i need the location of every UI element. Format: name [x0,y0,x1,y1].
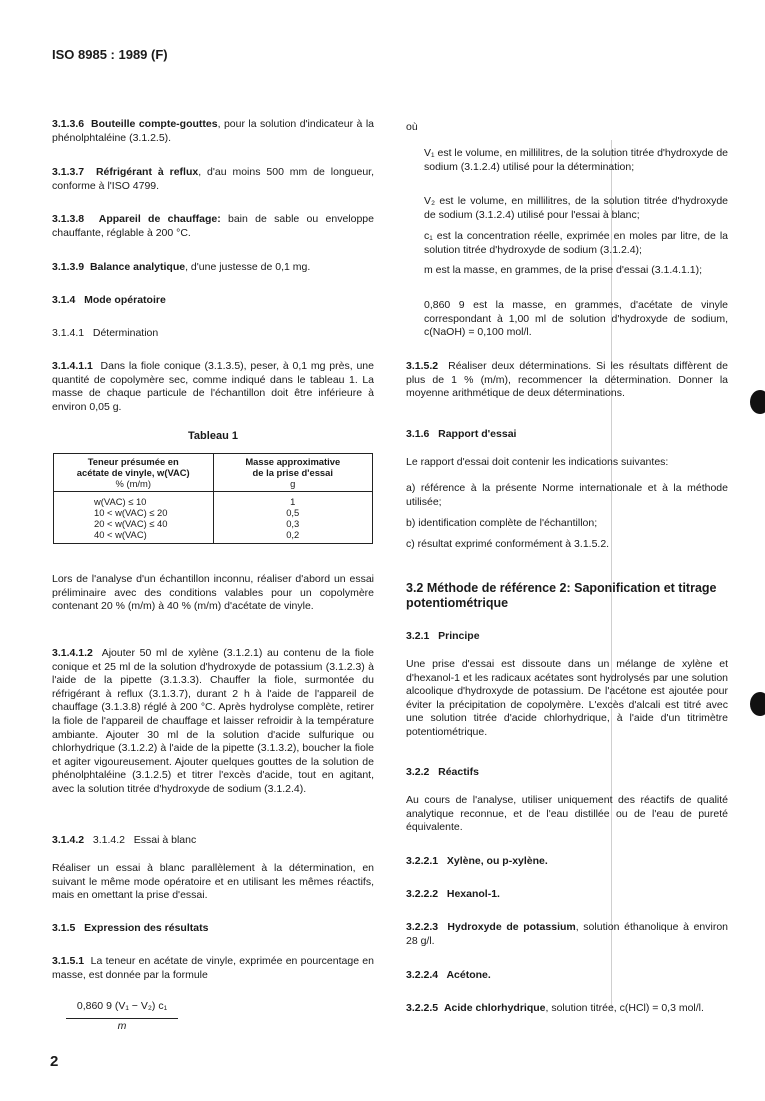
para-after-table: Lors de l'analyse d'un échantillon inconnu, réaliser d'abord un essai préliminaire avec des conditions valables pour un copolymère contenant 20 % (m/m) à 40 % (m/m) d'acétate de vinyle. [52,573,374,613]
para-3-1-6: Le rapport d'essai doit contenir les indications suivantes: [406,456,669,468]
table-header-2c: g [290,478,296,489]
para-3-1-4-2: Réaliser un essai à blanc parallèlement à la détermination, en suivant le même mode opératoire et en utilisant les mêmes réactifs, mais en omettant la prise d'essai. [52,862,374,902]
table-cell-mass: 0,5 [286,507,300,518]
table-header-1a: Teneur présumée en [87,456,179,467]
table-title: Tableau 1 [188,430,238,442]
list-item-a: a) référence à la présente Norme internationale et à la méthode utilisée; [406,482,728,508]
table-header-1b: acétate de vinyle, w(VAC) [76,467,190,478]
heading-3-2-2-4: 3.2.2.4 Acétone. [406,969,491,981]
list-item-b: b) identification complète de l'échantillon; [406,517,598,529]
text-ou: où [406,121,418,133]
formula-denominator: m [117,1020,127,1032]
heading-3-1-4-2: 3.1.4.2 3.1.4.2 Essai à blanc [52,834,197,846]
formula-fraction-bar [66,1018,178,1019]
table-cell-range: w(VAC) ≤ 10 [94,496,147,507]
table-header-1c: % (m/m) [115,478,151,489]
def-m: m est la masse, en grammes, de la prise d'essai (3.1.4.1.1); [424,264,703,276]
para-3-1-5-2: 3.1.5.2 Réaliser deux déterminations. Si les résultats diffèrent de plus de 1 % (m/m), recommencer la détermination. Donner la moyenne arithmétique de deux déterminations. [406,360,728,400]
heading-3-2-2-2: 3.2.2.2 Hexanol-1. [406,888,500,900]
heading-3-2: 3.2 Méthode de référence 2: Saponification et titrage potentiométrique [406,581,717,610]
def-constant: 0,860 9 est la masse, en grammes, d'acétate de vinyle correspondant à 1,00 ml de solution d'hydroxyde de sodium, c(NaOH) = 0,100 mol/l. [424,299,728,339]
para-3-1-3-9: 3.1.3.9 Balance analytique, d'une justesse de 0,1 mg. [52,261,311,273]
binder-hole-dot [750,390,765,414]
table-cell-mass: 1 [290,496,296,507]
page-header: ISO 8985 : 1989 (F) [52,47,168,62]
para-3-1-4-1-2: 3.1.4.1.2 Ajouter 50 ml de xylène (3.1.2.1) au contenu de la fiole conique et 25 ml de la solution d'hydroxyde de potassium (3.1.2.3) à l'aide de la pipette (3.1.3.3). Chauffer la fiole, surmontée du réfrigérant à reflux (3.1.3.7), durant 2 h à l'aide de l'appareil de chauffage (3.1.3.8) réglé à 200 °C. Après hydrolyse complète, retirer la fiole de l'appareil de chauffage et laisser refroidir à la température ambiante. Ajouter 30 ml de la solution d'acide sulfurique ou chlorhydrique (3.1.2.2) à l'aide de la pipette (3.1.3.2), boucher la fiole et agiter vigoureusement. Ajouter quelques gouttes de la solution de phénolphtaléine (3.1.2.5) et titrer l'excès d'acide, tout en agitant, avec la solution titrée d'hydroxyde de sodium (3.1.2.4). [52,647,374,795]
para-3-2-2: Au cours de l'analyse, utiliser uniquement des réactifs de qualité analytique reconnue, et de l'eau distillée ou de l'eau de pureté équivalente. [406,794,728,834]
heading-3-2-2: 3.2.2 Réactifs [406,766,479,778]
para-3-2-1: Une prise d'essai est dissoute dans un mélange de xylène et d'hexanol-1 et les radicaux acétates sont hydrolysés par une solution alcoolique d'hydroxyde de potassium. De l'acétone est ajoutée pour éviter la précipitation de copolymère. L'excès d'alcali est titré avec une solution titrée d'acide chlorhydrique, à l'aide d'un titrimètre potentiométrique. [406,658,728,738]
table-cell-range: 20 < w(VAC) ≤ 40 [94,518,168,529]
def-v1: V₁ est le volume, en millilitres, de la solution titrée d'hydroxyde de sodium (3.1.2.4) utilisé pour la détermination; [424,147,728,173]
table-cell-range: 10 < w(VAC) ≤ 20 [94,507,168,518]
para-3-2-2-5: 3.2.2.5 Acide chlorhydrique, solution titrée, c(HCl) = 0,3 mol/l. [406,1002,704,1014]
heading-3-2-1: 3.2.1 Principe [406,630,480,642]
heading-3-1-6: 3.1.6 Rapport d'essai [406,428,517,440]
para-3-1-5-1: 3.1.5.1 La teneur en acétate de vinyle, exprimée en pourcentage en masse, est donnée par la formule [52,955,374,981]
para-3-2-2-3: 3.2.2.3 Hydroxyde de potassium, solution éthanolique à environ 28 g/l. [406,921,729,947]
table-cell-range: 40 < w(VAC) [94,529,147,540]
table-1 [53,453,373,544]
table-header-2a: Masse approximative [245,456,341,467]
heading-3-2-2-1: 3.2.2.1 Xylène, ou p-xylène. [406,855,548,867]
para-3-1-3-6: 3.1.3.6 Bouteille compte-gouttes, pour la solution d'indicateur à la phénolphtaléine (3.1.2.5). [52,118,374,144]
table-cell-mass: 0,3 [286,518,300,529]
def-c1: c₁ est la concentration réelle, exprimée en moles par litre, de la solution titrée d'hydroxyde de sodium (3.1.2.4); [424,230,728,256]
para-3-1-4-1-1: 3.1.4.1.1 Dans la fiole conique (3.1.3.5), peser, à 0,1 mg près, une quantité de copolymère sec, comme indiqué dans le tableau 1. La masse de chaque particule de l'échantillon doit être inférieure à environ 0,05 g. [52,360,374,413]
table-header-2b: de la prise d'essai [252,467,333,478]
heading-3-1-4: 3.1.4 Mode opératoire [52,294,166,306]
para-3-1-3-7: 3.1.3.7 Réfrigérant à reflux, d'au moins 500 mm de longueur, conforme à l'ISO 4799. [52,166,375,192]
list-item-c: c) résultat exprimé conformément à 3.1.5.2. [406,538,610,550]
heading-3-1-5: 3.1.5 Expression des résultats [52,922,209,934]
def-v2: V₂ est le volume, en millilitres, de la solution titrée d'hydroxyde de sodium (3.1.2.4) utilisé pour l'essai à blanc; [424,195,728,221]
para-3-1-3-8: 3.1.3.8 Appareil de chauffage: bain de sable ou enveloppe chauffante, réglable à 200 °C. [52,213,374,239]
formula-numerator: 0,860 9 (V₁ − V₂) c₁ [76,1000,168,1012]
binder-hole-dot [750,692,765,716]
table-cell-mass: 0,2 [286,529,300,540]
heading-3-1-4-1: 3.1.4.1 Détermination [52,327,159,339]
page-number: 2 [50,1053,59,1070]
